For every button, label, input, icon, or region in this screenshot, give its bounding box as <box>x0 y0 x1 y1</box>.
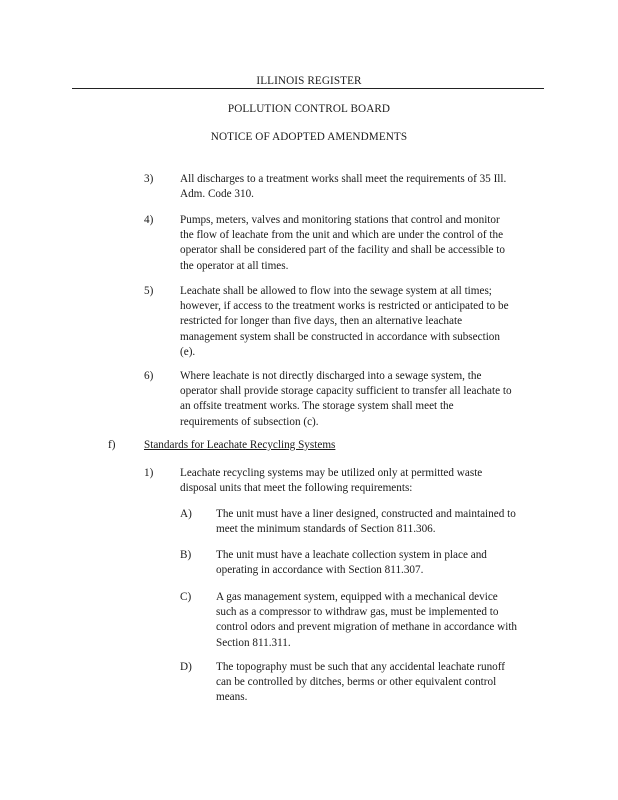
board-title: POLLUTION CONTROL BOARD <box>227 103 391 115</box>
sub-item-text: The topography must be such that any accidental leachate runoff can be controlled by ditches, berms or other equivalent control means. <box>216 661 506 704</box>
section-title: Standards for Leachate Recycling Systems <box>144 439 336 451</box>
item-number: 4) <box>144 214 154 226</box>
header-rule <box>72 88 544 89</box>
item-text: All discharges to a treatment works shall meet the requirements of 35 Ill. Adm. Code 310. <box>180 173 507 201</box>
sub-item-text: The unit must have a liner designed, constructed and maintained to meet the minimum standards of Section 811.306. <box>216 508 516 536</box>
item-text: Pumps, meters, valves and monitoring stations that control and monitor the flow of leachate from the unit and which are under the control of the operator shall be considered part of the facility and shall be accessible to the operator at all times. <box>180 214 505 272</box>
sub-item-letter: B) <box>180 549 192 561</box>
item-text: Leachate recycling systems may be utilized only at permitted waste disposal units that meet the following requirements: <box>180 467 483 495</box>
sub-item-text: The unit must have a leachate collection system in place and operating in accordance with Section 811.307. <box>216 549 487 577</box>
item-text: Where leachate is not directly discharged into a sewage system, the operator shall provide storage capacity sufficient to transfer all leachate to an offsite treatment works. The storage system shall meet the requirements of subsection (c). <box>180 370 512 428</box>
section-number: f) <box>108 439 116 451</box>
register-title: ILLINOIS REGISTER <box>256 75 362 87</box>
sub-item-letter: A) <box>180 508 192 520</box>
sub-item-letter: D) <box>180 661 192 673</box>
item-text: Leachate shall be allowed to flow into the sewage system at all times; however, if access to the treatment works is restricted or anticipated to be restricted for longer than five days, then an alternative leachate management system shall be constructed in accordance with subsection (e). <box>180 285 509 358</box>
notice-title: NOTICE OF ADOPTED AMENDMENTS <box>210 131 408 143</box>
item-number: 1) <box>144 467 154 479</box>
item-number: 5) <box>144 285 154 297</box>
item-number: 3) <box>144 173 154 185</box>
item-number: 6) <box>144 370 154 382</box>
sub-item-letter: C) <box>180 591 192 603</box>
sub-item-text: A gas management system, equipped with a mechanical device such as a compressor to withdraw gas, must be implemented to control odors and prevent migration of methane in accordance with Section 811.311. <box>216 591 518 649</box>
